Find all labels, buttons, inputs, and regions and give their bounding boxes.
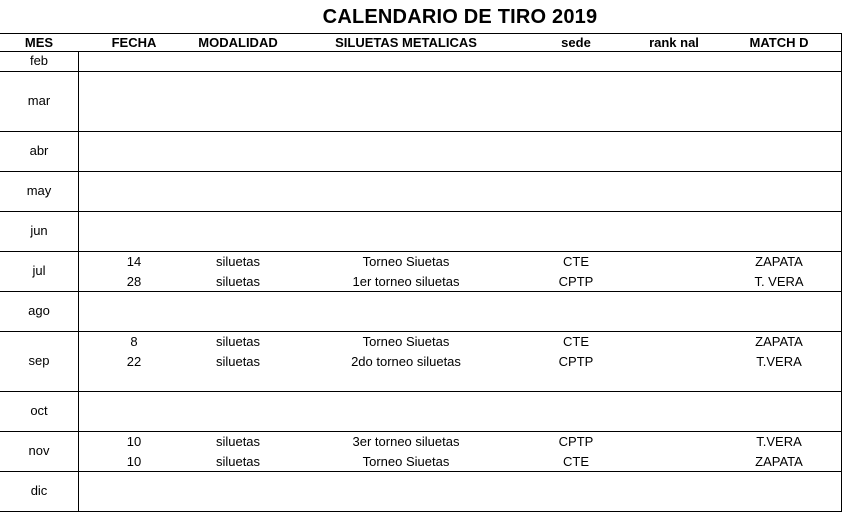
event-fecha: 22 <box>126 354 142 369</box>
event-rank <box>632 452 716 472</box>
event-siluetas: Torneo Siuetas <box>362 254 450 269</box>
month-label: may <box>26 183 52 198</box>
month-label: oct <box>30 403 48 418</box>
event-sede: CTE <box>563 254 589 269</box>
column-divider <box>78 51 79 512</box>
row-divider <box>0 471 841 472</box>
event-siluetas: Torneo Siuetas <box>362 454 450 469</box>
event-sede: CTE <box>563 334 589 349</box>
row-divider <box>0 211 841 212</box>
header-fecha: FECHA <box>111 35 157 50</box>
event-modalidad: siluetas <box>215 254 261 269</box>
row-divider <box>0 511 841 512</box>
page-title: CALENDARIO DE TIRO 2019 <box>322 6 598 28</box>
event-sede: CPTP <box>558 434 594 449</box>
month-label: nov <box>28 443 50 458</box>
event-siluetas: 1er torneo siluetas <box>352 274 460 289</box>
event-fecha: 8 <box>130 334 138 349</box>
event-siluetas: 2do torneo siluetas <box>351 354 461 369</box>
row-divider <box>0 131 841 132</box>
event-match: T.VERA <box>756 434 802 449</box>
event-fecha: 10 <box>126 434 142 449</box>
event-match: ZAPATA <box>755 454 803 469</box>
row-divider <box>0 171 841 172</box>
month-label: ago <box>28 303 50 318</box>
event-modalidad: siluetas <box>215 274 261 289</box>
event-rank <box>632 352 716 372</box>
event-modalidad: siluetas <box>215 454 261 469</box>
month-label: jul <box>32 263 46 278</box>
month-label: jun <box>30 223 48 238</box>
event-fecha: 14 <box>126 254 142 269</box>
event-sede: CPTP <box>558 274 594 289</box>
month-label: mar <box>27 93 51 108</box>
row-divider <box>0 391 841 392</box>
month-label: feb <box>29 53 49 68</box>
right-border <box>841 33 842 512</box>
event-sede: CPTP <box>558 354 594 369</box>
row-divider <box>0 71 841 72</box>
header-sede: sede <box>561 35 591 50</box>
event-siluetas: Torneo Siuetas <box>362 334 450 349</box>
event-siluetas: 3er torneo siluetas <box>352 434 460 449</box>
event-match: T. VERA <box>754 274 804 289</box>
event-modalidad: siluetas <box>215 334 261 349</box>
event-sede: CTE <box>563 454 589 469</box>
event-match: ZAPATA <box>755 254 803 269</box>
grid-line <box>0 33 841 34</box>
header-rank-nal: rank nal <box>649 35 699 50</box>
header-match-d: MATCH D <box>749 35 809 50</box>
event-match: ZAPATA <box>755 334 803 349</box>
grid-line <box>0 51 841 52</box>
event-fecha: 10 <box>126 454 142 469</box>
month-label: dic <box>30 483 48 498</box>
month-label: sep <box>28 353 50 368</box>
header-modalidad: MODALIDAD <box>198 35 278 50</box>
header-siluetas-metalicas: SILUETAS METALICAS <box>335 35 477 50</box>
event-rank <box>632 332 716 352</box>
event-rank <box>632 252 716 272</box>
event-rank <box>632 432 716 452</box>
event-rank <box>632 272 716 292</box>
event-match: T.VERA <box>756 354 802 369</box>
event-modalidad: siluetas <box>215 434 261 449</box>
event-modalidad: siluetas <box>215 354 261 369</box>
row-divider <box>0 291 841 292</box>
event-fecha: 28 <box>126 274 142 289</box>
header-mes: MES <box>24 35 54 50</box>
month-label: abr <box>29 143 49 158</box>
